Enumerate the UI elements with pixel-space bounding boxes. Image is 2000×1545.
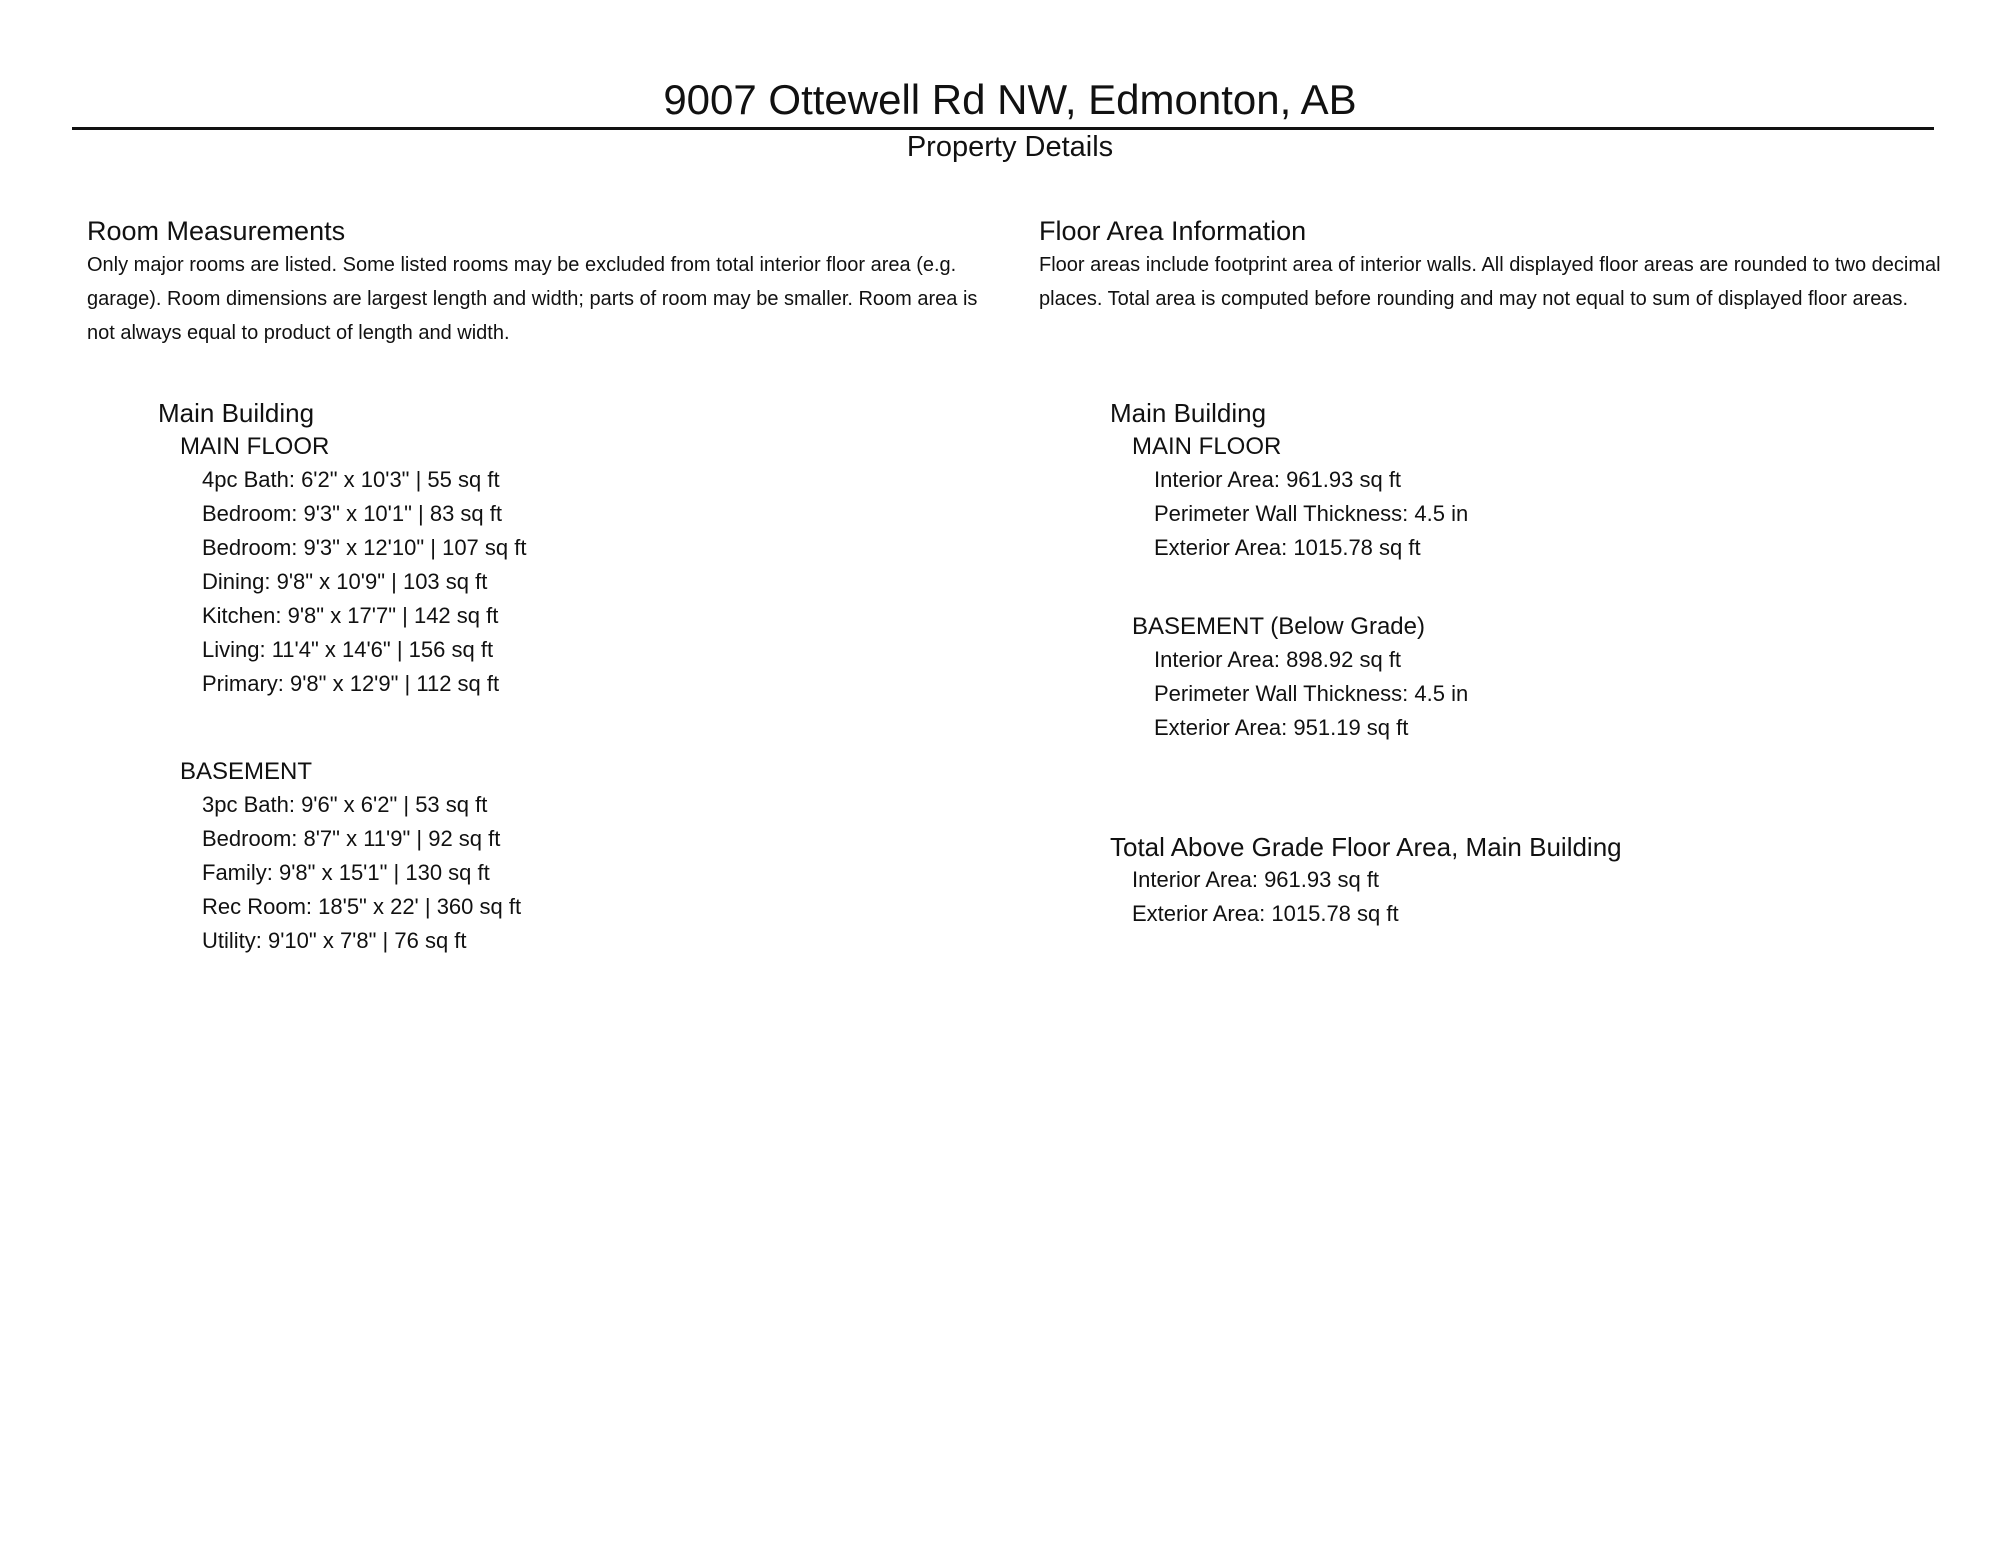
main-floor-area-list [1154,463,1468,565]
room-item: Bedroom: 9'3" x 12'10" | 107 sq ft [202,535,527,560]
total-area-list [1132,863,1399,931]
basement-room-list [202,788,521,958]
room-main-floor-label: MAIN FLOOR [180,433,330,460]
floor-area-building-label: Main Building [1110,398,1267,428]
room-item: Family: 9'8" x 15'1" | 130 sq ft [202,860,490,885]
room-item: 3pc Bath: 9'6" x 6'2" | 53 sq ft [202,792,488,817]
room-item: Bedroom: 8'7" x 11'9" | 92 sq ft [202,826,501,851]
room-item: Dining: 9'8" x 10'9" | 103 sq ft [202,569,488,594]
floor-area-heading: Floor Area Information [1039,216,1307,246]
floor-area-item: Interior Area: 898.92 sq ft [1154,647,1402,672]
document-title: 9007 Ottewell Rd NW, Edmonton, AB [663,76,1357,123]
floor-area-item: Interior Area: 961.93 sq ft [1132,867,1380,892]
floor-area-item: Exterior Area: 1015.78 sq ft [1154,535,1421,560]
floor-area-item: Exterior Area: 951.19 sq ft [1154,715,1409,740]
floor-area-basement-label: BASEMENT (Below Grade) [1132,613,1425,640]
room-item: 4pc Bath: 6'2" x 10'3" | 55 sq ft [202,467,500,492]
room-item: Primary: 9'8" x 12'9" | 112 sq ft [202,671,500,696]
room-basement-label: BASEMENT [180,758,313,785]
floor-area-item: Perimeter Wall Thickness: 4.5 in [1154,681,1469,706]
floor-area-item: Interior Area: 961.93 sq ft [1154,467,1402,492]
basement-area-list [1154,643,1468,745]
floor-area-main-floor-label: MAIN FLOOR [1132,433,1282,460]
room-measurements-heading: Room Measurements [87,216,346,246]
floor-area-item: Perimeter Wall Thickness: 4.5 in [1154,501,1469,526]
room-item: Rec Room: 18'5" x 22' | 360 sq ft [202,894,522,919]
room-item: Living: 11'4" x 14'6" | 156 sq ft [202,637,494,662]
room-building-label: Main Building [158,398,315,428]
room-item: Bedroom: 9'3" x 10'1" | 83 sq ft [202,501,503,526]
room-item: Utility: 9'10" x 7'8" | 76 sq ft [202,928,467,953]
floor-area-item: Exterior Area: 1015.78 sq ft [1132,901,1399,926]
room-item: Kitchen: 9'8" x 17'7" | 142 sq ft [202,603,499,628]
floor-area-description: Floor areas include footprint area of interior walls. All displayed floor areas are rounded to two decimal places. Total area is computed before rounding and may not equal to sum of displayed floor areas. [1039,254,1941,310]
main-floor-room-list [202,463,526,701]
document-subtitle: Property Details [906,131,1114,163]
total-floor-area-label: Total Above Grade Floor Area, Main Building [1110,832,1622,862]
room-measurements-description: Only major rooms are listed. Some listed rooms may be excluded from total interior floor area (e.g. garage). Room dimensions are largest length and width; parts of room may be smaller. Room area is not always equal to product of length and width. [87,254,978,344]
